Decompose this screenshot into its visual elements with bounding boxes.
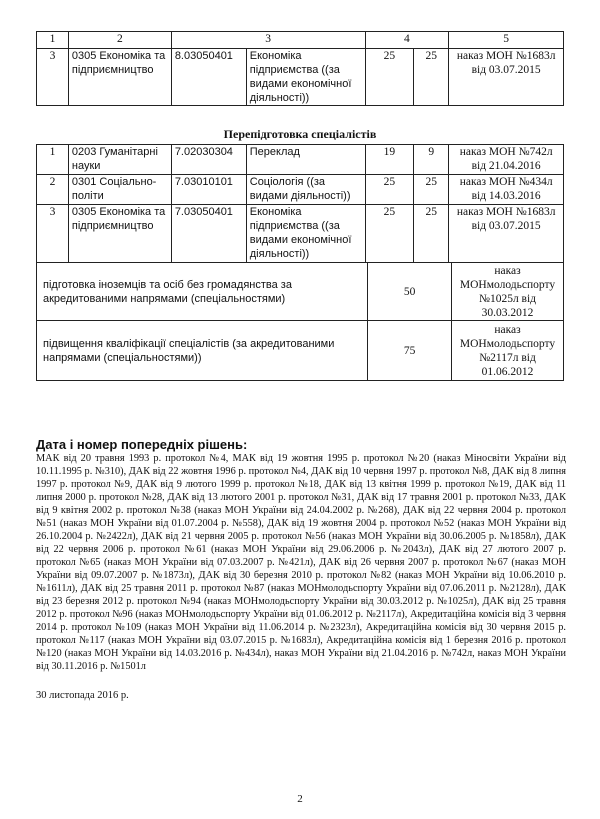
previous-decisions-title: Дата і номер попередніх рішень: [36, 437, 248, 452]
order-cell: наказ МОН №1683л від 03.07.2015 [449, 49, 564, 106]
specialty-cell: Соціологія ((за видами діяльності)) [246, 175, 365, 205]
order-cell: наказ МОН №1683л від 03.07.2015 [449, 205, 564, 263]
order-cell: наказ МОН №434л від 14.03.2016 [449, 175, 564, 205]
table-row [37, 321, 564, 381]
header-cell: 5 [449, 32, 564, 49]
count-cell: 25 [414, 49, 449, 106]
count-cell: 25 [414, 175, 449, 205]
header-cell: 1 [37, 32, 69, 49]
header-cell: 4 [365, 32, 449, 49]
code-cell: 8.03050401 [171, 49, 246, 106]
code-cell: 7.03050401 [171, 205, 246, 263]
section-title: Перепідготовка спеціалістів [223, 127, 377, 141]
count-cell: 25 [365, 175, 414, 205]
order-cell: наказ МОН №742л від 21.04.2016 [449, 145, 564, 175]
field-cell: 0203 Гуманітарні науки [68, 145, 171, 175]
row-number: 1 [37, 145, 69, 175]
count-cell: 25 [414, 205, 449, 263]
table-row [37, 205, 564, 263]
field-cell: 0305 Економіка та підприємництво [68, 205, 171, 263]
specialty-cell: Переклад [246, 145, 365, 175]
table-other-programs [36, 262, 564, 381]
table-row [37, 145, 564, 175]
row-number: 2 [37, 175, 69, 205]
row-number: 3 [37, 205, 69, 263]
count-cell: 50 [368, 263, 452, 321]
header-row [37, 32, 564, 49]
specialty-cell: Економіка підприємства ((за видами економічної діяльності)) [246, 205, 365, 263]
table-row [37, 49, 564, 106]
count-cell: 25 [365, 49, 414, 106]
field-cell: 0301 Соціально-політи [68, 175, 171, 205]
table-retraining [36, 144, 564, 263]
program-description: підвищення кваліфікації спеціалістів (за акредитованими напрямами (спеціальностями)) [37, 321, 368, 381]
page-number: 2 [297, 793, 303, 805]
header-cell: 3 [171, 32, 365, 49]
header-cell: 2 [68, 32, 171, 49]
code-cell: 7.03010101 [171, 175, 246, 205]
table-row [37, 263, 564, 321]
specialty-cell: Економіка підприємства ((за видами економічної діяльності)) [246, 49, 365, 106]
field-cell: 0305 Економіка та підприємництво [68, 49, 171, 106]
code-cell: 7.02030304 [171, 145, 246, 175]
count-cell: 25 [365, 205, 414, 263]
program-description: підготовка іноземців та осіб без громадянства за акредитованими напрямами (спеціальностями) [37, 263, 368, 321]
table-row [37, 175, 564, 205]
order-cell: наказ МОНмолодьспорту №2117л від 01.06.2012 [452, 321, 564, 381]
row-number: 3 [37, 49, 69, 106]
count-cell: 9 [414, 145, 449, 175]
previous-decisions-text: МАК від 20 травня 1993 р. протокол №4, МАК від 19 жовтня 1995 р. протокол №20 (наказ Міносвіти України від 10.11.1995 р. №310), ДАК від 22 жовтня 1996 р. протокол №4, ДАК від 10 червня 1997 р. протокол №8, ДАК від 8 липня 1997 р. протокол №9, ДАК від 9 лютого 1999 р. протокол №18, ДАК від 13 квітня 1999 р. протокол №19, ДАК від 11 липня 2000 р. протокол №28, ДАК від 13 лютого 2001 р. протокол №31, ДАК від 17 травня 2001 р. протокол №33, ДАК від 9 квітня 2002 р. протокол №38 (наказ МОН України від 24.04.2002 р. №268), ДАК від 22 червня 2004 р. протокол №51 (наказ МОН України від 01.07.2004 р. №558), ДАК від 19 жовтня 2004 р. протокол №52 (наказ МОН України від 26.10.2004 р. №2422л), ДАК від 21 червня 2005 р. протокол №56 (наказ МОН України від 30.06.2005 р. №1858л), ДАК від 22 червня 2006 р. протокол №61 (наказ МОН України від 29.06.2006 р. №2043л), ДАК від 27 лютого 2007 р. протокол №65 (наказ МОН України від 07.03.2007 р. №421л), ДАК від 26 червня 2007 р. протокол №67 (наказ МОН України від 09.07.2007 р. №1873л), ДАК від 30 березня 2010 р. протокол №82 (наказ МОН України від 10.06.2010 р. №1611л), ДАК від 25 травня 2011 р. протокол №87 (наказ МОНмолодьспорту України від 07.06.2011 р. №2128л), ДАК від 23 березня 2012 р. протокол №94 (наказ МОНмолодьспорту України від 30.03.2012 р. №1025л), ДАК від 25 травня 2012 р. протокол №96 (наказ МОНмолодьспорту України від 01.06.2012 р. №2117л), Акредитаційна комісія від 3 червня 2014 р. протокол №109 (наказ МОН України від 11.06.2014 р. №2323л), Акредитаційна комісія від 30 червня 2015 р. протокол №117 (наказ МОН України від 03.07.2015 р. №1683л), Акредитаційна комісія від 1 березня 2016 р. протокол №120 (наказ МОН України від 14.03.2016 р. №434л), наказ МОН України від 21.04.2016 р. №742л, наказ МОН України від 30.11.2016 р. №1501л [36, 453, 566, 672]
order-cell: наказ МОНмолодьспорту №1025л від 30.03.2012 [452, 263, 564, 321]
table-continuation [36, 31, 564, 106]
count-cell: 75 [368, 321, 452, 381]
count-cell: 19 [365, 145, 414, 175]
document-date: 30 листопада 2016 р. [36, 690, 129, 701]
